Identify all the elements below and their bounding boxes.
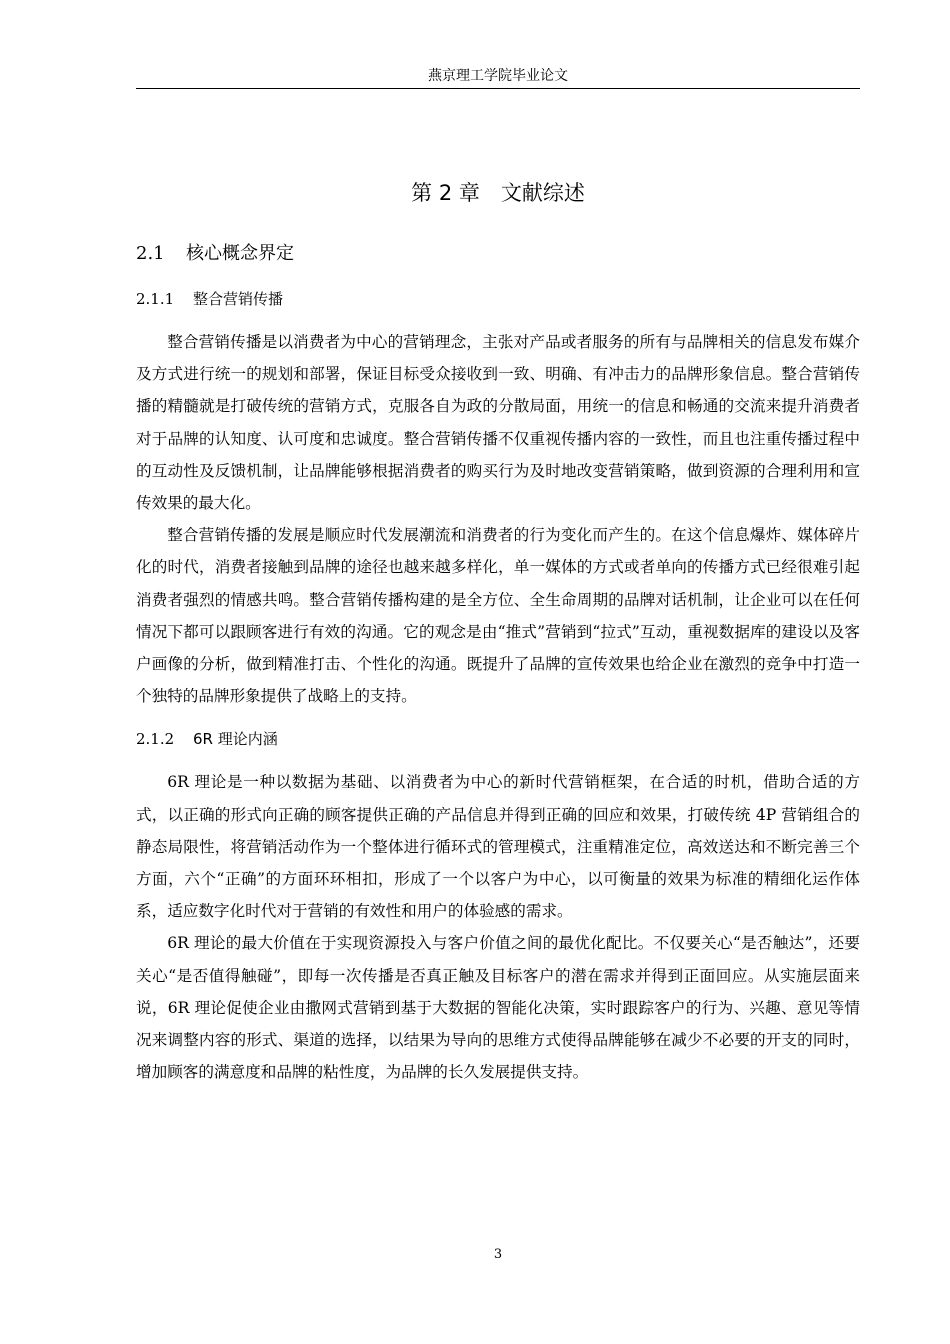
paragraph: 6R 理论是一种以数据为基础、以消费者为中心的新时代营销框架，在合适的时机，借助合适的方式，以正确的形式向正确的顾客提供正确的产品信息并得到正确的回应和效果，打破传统 4P 营销组合的静态局限性，将营销活动作为一个整体进行循环式的管理模式，注重精准定位，高效送达和不断完善三个方面，六个“正确”的方面环环相扣，形成了一个以客户为中心，以可衡量的效果为标准的精细化运作体系，适应数字化时代对于营销的有效性和用户的体验感的需求。	[136, 773, 860, 921]
section-number: 2.1	[136, 243, 165, 264]
header-rule	[136, 88, 860, 89]
subsection-title: 6R 理论内涵	[193, 730, 278, 749]
subsection-heading-6r-theory	[136, 724, 860, 754]
subsection-number: 2.1.2	[136, 730, 175, 749]
paragraph: 整合营销传播是以消费者为中心的营销理念，主张对产品或者服务的所有与品牌相关的信息发布媒介及方式进行统一的规划和部署，保证目标受众接收到一致、明确、有冲击力的品牌形象信息。整合营销传播的精髓就是打破传统的营销方式，克服各自为政的分散局面，用统一的信息和畅通的交流来提升消费者对于品牌的认知度、认可度和忠诚度。整合营销传播不仅重视传播内容的一致性，而且也注重传播过程中的互动性及反馈机制，让品牌能够根据消费者的购买行为及时地改变营销策略，做到资源的合理利用和宣传效果的最大化。	[136, 333, 860, 513]
subsection-title: 整合营销传播	[193, 290, 284, 308]
running-header: 燕京理工学院毕业论文	[428, 68, 568, 84]
paragraph: 6R 理论的最大价值在于实现资源投入与客户价值之间的最优化配比。不仅要关心“是否触达”，还要关心“是否值得触碰”，即每一次传播是否真正触及目标客户的潜在需求并得到正面回应。从实施层面来说，6R 理论促使企业由撒网式营销到基于大数据的智能化决策，实时跟踪客户的行为、兴趣、意见等情况来调整内容的形式、渠道的选择，以结果为导向的思维方式使得品牌能够在减少不必要的开支的同时，增加顾客的满意度和品牌的粘性度，为品牌的长久发展提供支持。	[136, 934, 860, 1082]
page-number: 3	[493, 1247, 503, 1262]
subsection-heading-integrated-marketing	[136, 284, 860, 314]
subsection-number: 2.1.1	[136, 290, 175, 308]
section-title: 核心概念界定	[186, 243, 294, 264]
page-content	[136, 170, 860, 1088]
paragraph: 整合营销传播的发展是顺应时代发展潮流和消费者的行为变化而产生的。在这个信息爆炸、媒体碎片化的时代，消费者接触到品牌的途径也越来越多样化，单一媒体的方式或者单向的传播方式已经很难引起消费者强烈的情感共鸣。整合营销传播构建的是全方位、全生命周期的品牌对话机制，让企业可以在任何情况下都可以跟顾客进行有效的沟通。它的观念是由“推式”营销到“拉式”互动，重视数据库的建设以及客户画像的分析，做到精准打击、个性化的沟通。既提升了品牌的宣传效果也给企业在激烈的竞争中打造一个独特的品牌形象提供了战略上的支持。	[136, 526, 860, 706]
spacer	[136, 712, 860, 724]
chapter-title: 第 2 章 文献综述	[411, 181, 585, 205]
section-heading	[136, 236, 860, 272]
